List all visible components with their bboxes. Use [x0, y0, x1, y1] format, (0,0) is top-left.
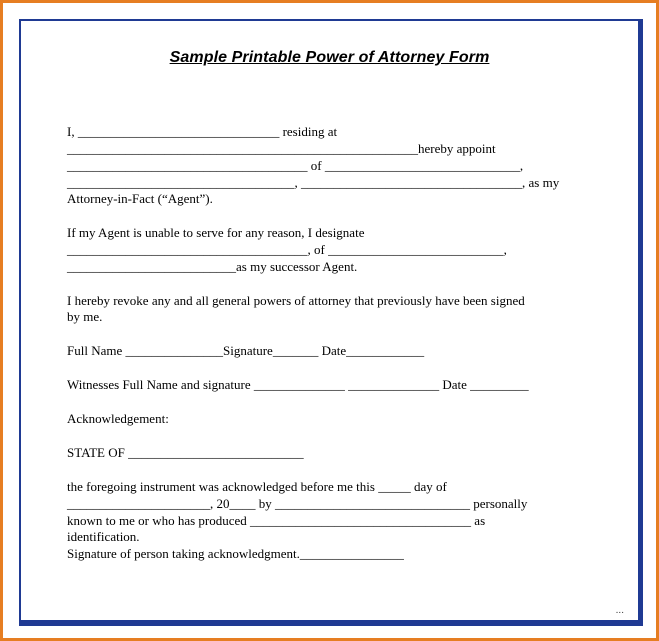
revoke-line-cont: by me. — [67, 309, 103, 324]
identification-line: identification. — [67, 529, 140, 544]
successor-agent-line: __________________________as my successor Agent. — [67, 259, 358, 274]
state-of-line: STATE OF ___________________________ — [67, 445, 304, 460]
successor-intro-line: If my Agent is unable to serve for any reason, I designate — [67, 225, 365, 240]
page-title: Sample Printable Power of Attorney Form — [169, 49, 490, 66]
agent-address-line: ___________________________________, __________________________________, as my — [67, 175, 560, 190]
acknowledged-date-line: ______________________, 20____ by ______________________________ personally — [67, 496, 528, 511]
appoint-line: ______________________________________________________hereby appoint — [67, 141, 496, 156]
full-name-signature-line: Full Name _______________Signature_______ Date____________ — [67, 343, 425, 358]
grantor-line: I, _______________________________ residing at — [67, 124, 338, 139]
produced-line: known to me or who has produced __________________________________ as — [67, 513, 486, 528]
document-page — [19, 19, 643, 626]
witnesses-line: Witnesses Full Name and signature ______________ ______________ Date _________ — [67, 377, 529, 392]
signature-acknowledgment-line: Signature of person taking acknowledgment.________________ — [67, 546, 404, 561]
acknowledgement-heading: Acknowledgement: — [67, 411, 169, 426]
acknowledged-line: the foregoing instrument was acknowledged before me this _____ day of — [67, 479, 447, 494]
successor-name-line: _____________________________________, of ___________________________, — [67, 242, 507, 257]
ellipsis-mark: ... — [615, 605, 624, 616]
attorney-in-fact-line: Attorney-in-Fact (“Agent”). — [67, 191, 213, 206]
agent-name-line: _____________________________________ of ______________________________, — [67, 158, 524, 173]
revoke-line: I hereby revoke any and all general powers of attorney that previously have been signed — [67, 293, 525, 308]
